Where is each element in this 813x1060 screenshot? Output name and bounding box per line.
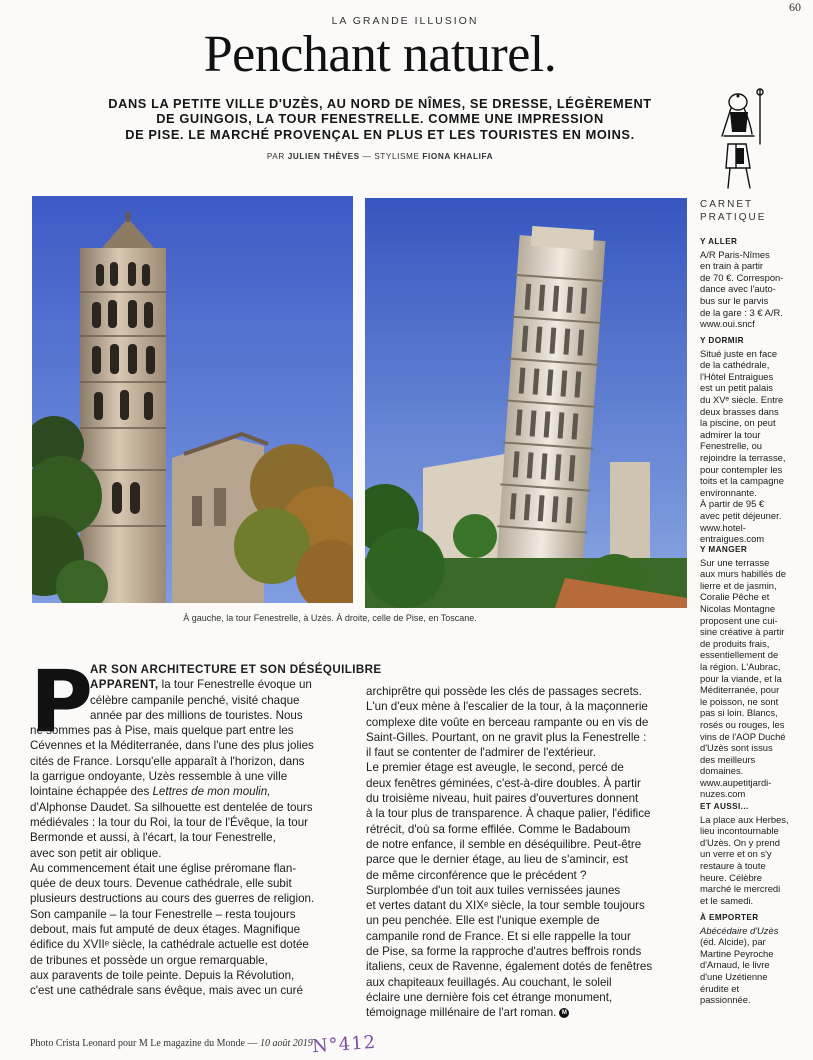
sidebar-title-line: CARNET	[700, 199, 754, 210]
sidebar-title-line: PRATIQUE	[700, 212, 767, 223]
article-line: édifice du XVIIᵉ siècle, la cathédrale actuelle est dotée	[30, 938, 309, 952]
standfirst-line: DE PISE. LE MARCHÉ PROVENÇAL EN PLUS ET LES TOURISTES EN MOINS.	[125, 126, 635, 142]
article-line: Son campanile – la tour Fenestrelle – resta toujours	[30, 907, 296, 921]
sidebar-heading: ET AUSSI...	[700, 802, 749, 811]
article-line: archiprêtre qui possède les clés de passages secrets.	[366, 685, 642, 698]
article-line: de Pise, sa forme la rapproche d'autres beffrois ronds	[366, 945, 642, 959]
article-line: Le premier étage est aveugle, le second, percé de	[366, 761, 624, 775]
article-line: et vertes datant du XIXᵉ siècle, la tour semble toujours	[366, 899, 645, 913]
article-line: rétrécit, d'où sa forme effilée. Comme le Badaboum	[366, 822, 631, 836]
article-text: la tour Fenestrelle évoque un	[158, 678, 312, 692]
article-column-1	[30, 652, 382, 999]
article-line: un peu penchée. Elle est l'unique exemple de	[366, 914, 600, 928]
byline-stylisme: STYLISME	[374, 152, 420, 161]
page-number: 60	[789, 0, 801, 14]
sidebar-heading: Y DORMIR	[700, 336, 744, 345]
article-line: plusieurs destructions au cours des guerres de religion.	[30, 892, 315, 906]
photo-caption: À gauche, la tour Fenestrelle, à Uzès. À droite, celle de Pise, en Toscane.	[183, 613, 477, 623]
lead-smallcaps: AR SON ARCHITECTURE ET SON DÉSÉQUILIBRE	[90, 663, 382, 676]
sidebar-text: (éd. Alcide), par Martine Peyroche d'Arnaud, le livre d'une Uzétienne érudite et passionnée.	[700, 936, 774, 1006]
article-line: parce que le dernier étage, au lieu de s'amincir, est	[366, 853, 628, 867]
article-title: Penchant naturel.	[203, 26, 557, 83]
end-mark-icon: M	[559, 1008, 569, 1018]
byline-author: JULIEN THÈVES	[287, 152, 360, 161]
article-line: campanile rond de France. Et si elle rappelle la tour	[366, 929, 631, 943]
article-line: de tribunes et possède un orgue remarquable,	[30, 953, 268, 967]
sidebar-section-et-aussi	[700, 801, 796, 906]
article-line: à la tour plus de transparence. À chaque palier, l'édifice	[366, 807, 651, 821]
article-line: avec son petit air oblique.	[30, 846, 162, 860]
drop-cap: P	[30, 652, 94, 752]
article-line: année par des millions de touristes. Nous	[90, 708, 303, 722]
sidebar-heading: Y ALLER	[700, 237, 738, 246]
article-line: Bermonde et aussi, à l'écart, la tour Fenestrelle,	[30, 831, 276, 845]
article-line: médiévales : la tour du Roi, la tour de l'Évêque, la tour	[30, 815, 309, 829]
section-kicker: LA GRANDE ILLUSION	[331, 15, 479, 27]
sidebar-book-title	[700, 925, 796, 937]
lead-smallcaps: APPARENT,	[90, 678, 159, 692]
article-line: la garrigue ondoyante, Uzès ressemble à une ville	[30, 770, 288, 784]
article-line: aux chapiteaux feuillagés. Au couchant, le soleil	[366, 975, 612, 989]
article-line: Au commencement était une église préromane flan-	[30, 861, 297, 875]
sidebar-book-italic: Abécédaire d'Uzès	[700, 924, 779, 936]
article-line: Cévennes et la Méditerranée, dans l'une des plus jolies	[30, 739, 314, 753]
article-line: il faut se contenter de l'admirer de l'extérieur.	[366, 746, 596, 760]
mascot-illustration	[716, 84, 772, 192]
article-line: Surplombée d'un toit aux tuiles vernissées jaunes	[366, 883, 621, 897]
article-line: complexe dite voûte en berceau rampante ou en vis de	[366, 715, 649, 729]
article-line: d'Alphonse Daudet. Sa silhouette est dentelée de tours	[30, 800, 313, 814]
article-line: aux paravents de toile peinte. Depuis la Révolution,	[30, 968, 295, 982]
article-line: cités de France. Lorsqu'elle apparaît à l'horizon, dans	[30, 754, 305, 768]
standfirst-line: DANS LA PETITE VILLE D'UZÈS, AU NORD DE NÎMES, SE DRESSE, LÉGÈREMENT	[108, 96, 652, 111]
sidebar-section-a-emporter	[700, 912, 796, 1006]
article-line: c'est une cathédrale sans évêque, mais avec un curé	[30, 984, 303, 998]
article-line: debout, mais fut amputé de deux étages. Magnifique	[30, 923, 301, 937]
sidebar-title	[700, 198, 766, 224]
credit-text: Photo Crista Leonard pour M Le magazine du Monde —	[30, 1038, 258, 1049]
article-line: Saint-Gilles. Pourtant, on ne gravit plus la Fenestrelle :	[366, 730, 647, 744]
article-line	[30, 662, 382, 677]
article-line: deux fenêtres géminées, c'est-à-dire doubles. À partir	[366, 776, 641, 790]
article-line	[366, 1005, 666, 1020]
photo-credit	[30, 1038, 313, 1049]
byline	[150, 152, 610, 161]
book-title-italic: Lettres de mon moulin,	[152, 785, 271, 799]
article-text: témoignage millénaire de l'art roman.	[366, 1006, 557, 1020]
sidebar-text: La place aux Herbes, lieu incontournable d'Uzès. On y prend un verre et on s'y restaure à toute heure. Célèbre marché le mercredi et le samedi.	[700, 813, 789, 906]
sidebar-heading: Y MANGER	[700, 545, 748, 554]
standfirst	[95, 96, 665, 142]
sidebar-text: Sur une terrasse aux murs habillés de lierre et de jasmin, Coralie Pêche et Nicolas Montagne proposent une cui- sine créative à partir de produits frais, essentiellement de la région. L'Aubrac, pour la viande, et la Méditerranée, pour le poisson, ne sont pas si loin. Blancs, rosés ou rouges, les vins de l'AOP Duché d'Uzès sont issus des meilleurs domaines. www.aupetitjardi- nuzes.com	[700, 556, 786, 800]
sidebar-text: A/R Paris-Nîmes en train à partir de 70 €. Correspon- dance avec l'auto- bus sur le parvis de la gare : 3 € A/R. www.oui.sncf	[700, 248, 784, 330]
byline-par: PAR	[266, 152, 285, 161]
article-line	[30, 677, 345, 692]
article-line: du troisième niveau, huit paires d'ouvertures donnent	[366, 792, 639, 806]
article-line: L'un d'eux mène à l'escalier de la tour, à la maçonnerie	[366, 700, 648, 714]
article-line: de notre enfance, il semble en déséquilibre. Peut-être	[366, 837, 642, 851]
article-line	[30, 784, 345, 799]
handwritten-note: N°412	[311, 1031, 377, 1058]
issue-date: 10 août 2019	[259, 1038, 313, 1049]
article-text: lointaine échappée des	[30, 785, 153, 799]
photo-tour-fenestrelle	[32, 196, 353, 603]
sidebar-heading: À EMPORTER	[700, 913, 759, 922]
byline-dash: —	[362, 152, 372, 161]
standfirst-line: DE GUINGOIS, LA TOUR FENESTRELLE. COMME UNE IMPRESSION	[156, 111, 604, 127]
article-line: ne sommes pas à Pise, mais quelque part entre les	[30, 724, 294, 738]
article-line: italiens, ceux de Ravenne, également dotés de fenêtres	[366, 960, 653, 974]
byline-stylist: FIONA KHALIFA	[422, 152, 494, 161]
sidebar-section-y-manger	[700, 544, 796, 800]
photo-tour-de-pise	[365, 198, 687, 608]
article-column-2	[366, 684, 666, 1021]
sidebar-text: Situé juste en face de la cathédrale, l'Hôtel Entraigues est un petit palais du XVᵉ siècle. Entre deux brasses dans la piscine, on peut admirer la tour Fenestrelle, ou rejoindre la terrasse, pour contempler les toits et la campagne environnante. À partir de 95 € avec petit déjeuner. www.hotel- entraigues.com	[700, 347, 786, 545]
sidebar-section-y-dormir	[700, 335, 796, 545]
article-line: de même circonférence que le précédent ?	[366, 868, 587, 882]
article-line: quée de deux tours. Devenue cathédrale, elle subit	[30, 877, 292, 891]
sidebar-section-y-aller	[700, 236, 796, 330]
article-line: célèbre campanile penché, visité chaque	[90, 693, 300, 707]
article-line: éclaire une dernière fois cet étrange monument,	[366, 990, 613, 1004]
